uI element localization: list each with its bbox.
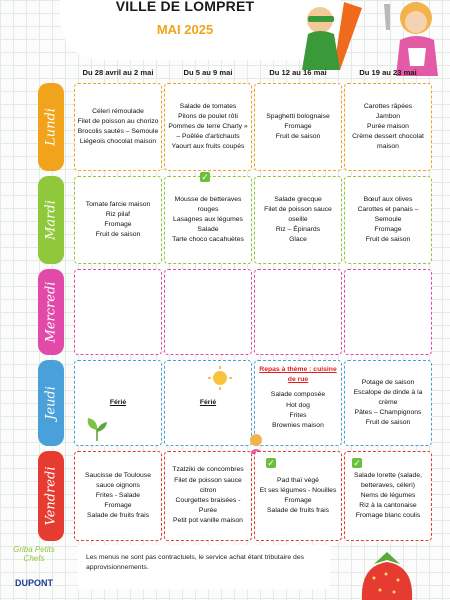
menu-cell-lundi-4: Carottes râpées Jambon Purée maison Crème dessert chocolat maison xyxy=(344,83,432,171)
day-label-lundi: Lundi xyxy=(38,83,64,171)
town-title: VILLE DE LOMPRET xyxy=(115,0,255,14)
day-label-mercredi: Mercredi xyxy=(38,269,64,355)
menu-cell-mercredi-3 xyxy=(254,269,342,355)
leaf-sprout-icon xyxy=(84,416,110,442)
theme-meal-label: Repas à thème : cuisine de rue xyxy=(259,366,337,384)
day-label-mardi: Mardi xyxy=(38,176,64,264)
menu-cell-jeudi-1: Férié xyxy=(74,360,162,446)
menu-cell-mardi-1: Tomate farcie maison Riz pilaf Fromage Fruit de saison xyxy=(74,176,162,264)
menu-cell-lundi-3: Spaghetti bolognaise Fromage Fruit de saison xyxy=(254,83,342,171)
superhero-carrot-illustration xyxy=(300,0,370,70)
day-label-vendredi: Vendredi xyxy=(38,451,64,541)
menu-cell-lundi-1: Céleri rémoulade Filet de poisson au chorizo Brocolis sautés – Semoule Liégeois chocolat maison xyxy=(74,83,162,171)
menu-cell-mardi-3: Salade grecque Filet de poisson sauce oseille Riz – Épinards Glace xyxy=(254,176,342,264)
menu-cell-jeudi-4: Potage de saison Escalope de dinde à la crème Pâtes – Champignons Fruit de saison xyxy=(344,360,432,446)
sun-icon xyxy=(208,366,232,390)
month-title: MAI 2025 xyxy=(156,22,214,37)
check-badge-icon: ✓ xyxy=(201,172,209,182)
week-header-2: Du 5 au 9 mai xyxy=(183,68,233,77)
griba-logo: Griba Petits Chefs xyxy=(13,545,55,563)
menu-cell-mardi-4: Bœuf aux olives Carottes et panais – Semoule Fromage Fruit de saison xyxy=(344,176,432,264)
check-badge-icon: ✓ xyxy=(353,458,361,468)
girl-chef-illustration xyxy=(380,0,450,76)
menu-cell-jeudi-2: Férié xyxy=(164,360,252,446)
menu-cell-vendredi-4: Salade lorette (salade, betteraves, céleri) Nems de légumes Riz à la cantonaise Fromage blanc coulis xyxy=(344,451,432,541)
week-header-4: Du 19 au 23 mai xyxy=(359,68,417,77)
day-label-jeudi: Jeudi xyxy=(38,360,64,446)
menu-cell-lundi-2: Salade de tomates Pilons de poulet rôti Pommes de terre Charly » – Poêlée d'artichauts Yaourt aux fruits coupés xyxy=(164,83,252,171)
strawberry-illustration xyxy=(352,548,422,600)
menu-cell-vendredi-2: Tzatziki de concombres Filet de poisson sauce citron Courgettes braisées - Purée Petit pot vanille maison xyxy=(164,451,252,541)
week-header-1: Du 28 avril au 2 mai xyxy=(82,68,154,77)
week-header-3: Du 12 au 16 mai xyxy=(269,68,327,77)
menu-cell-mercredi-4 xyxy=(344,269,432,355)
menu-cell-mardi-2: Mousse de betteraves rouges Lasagnes aux légumes Salade Tarte choco cacahuètes xyxy=(164,176,252,264)
menu-cell-mercredi-1 xyxy=(74,269,162,355)
dupont-logo: DUPONT xyxy=(15,578,53,588)
menu-cell-vendredi-3: Pad thaï végé Et ses légumes - Nouilles Fromage Salade de fruits frais xyxy=(254,451,342,541)
check-badge-icon: ✓ xyxy=(267,458,275,468)
menu-cell-vendredi-1: Saucisse de Toulouse sauce oignons Frites - Salade Fromage Salade de fruits frais xyxy=(74,451,162,541)
menu-cell-jeudi-3: Repas à thème : cuisine de rue Salade composée Hot dog Frites Brownies maison xyxy=(254,360,342,446)
disclaimer-text: Les menus ne sont pas contractuels, le service achat étant tributaire des approvisionnements. xyxy=(86,554,304,572)
menu-cell-mercredi-2 xyxy=(164,269,252,355)
